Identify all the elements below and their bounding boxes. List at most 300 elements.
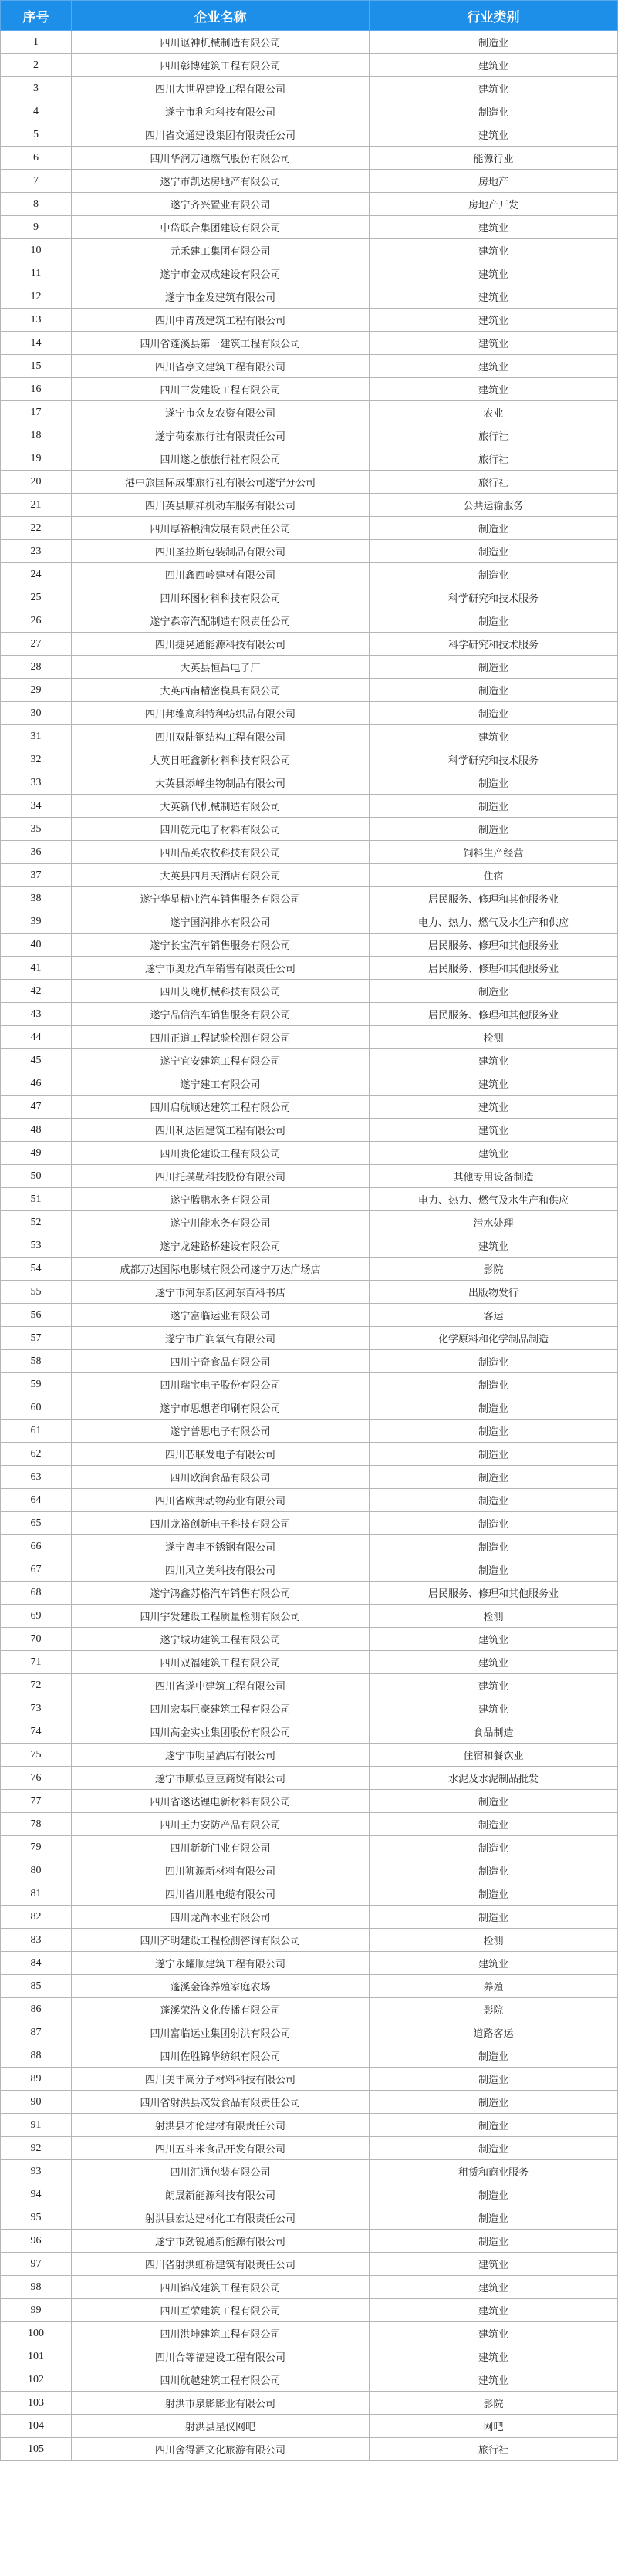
row-number: 81	[1, 1882, 72, 1906]
industry-category: 制造业	[370, 1813, 618, 1836]
industry-category: 电力、热力、燃气及水生产和供应	[370, 1188, 618, 1211]
table-row	[1, 679, 618, 702]
company-name: 四川齐明建设工程检测咨询有限公司	[72, 1929, 370, 1952]
industry-category: 建筑业	[370, 262, 618, 285]
row-number: 52	[1, 1211, 72, 1234]
table-row	[1, 887, 618, 910]
row-number: 18	[1, 424, 72, 447]
row-number: 86	[1, 1998, 72, 2021]
row-number: 49	[1, 1142, 72, 1165]
company-name: 四川托璞勒科技股份有限公司	[72, 1165, 370, 1188]
header-serial-number: 序号	[1, 1, 72, 31]
company-name: 遂宁鸿鑫苏格汽车销售有限公司	[72, 1582, 370, 1605]
table-row	[1, 1396, 618, 1420]
company-name: 四川龙尚木业有限公司	[72, 1906, 370, 1929]
row-number: 71	[1, 1651, 72, 1674]
table-row	[1, 2299, 618, 2322]
industry-category: 制造业	[370, 818, 618, 841]
table-row	[1, 2183, 618, 2206]
company-name: 四川省遂中建筑工程有限公司	[72, 1674, 370, 1697]
company-name: 遂宁长宝汽车销售服务有限公司	[72, 934, 370, 957]
table-row	[1, 262, 618, 285]
company-name: 遂宁市凯达房地产有限公司	[72, 170, 370, 193]
row-number: 55	[1, 1281, 72, 1304]
row-number: 83	[1, 1929, 72, 1952]
row-number: 44	[1, 1026, 72, 1049]
table-row	[1, 563, 618, 586]
company-name: 射洪市泉影影业有限公司	[72, 2392, 370, 2415]
row-number: 39	[1, 910, 72, 934]
industry-category: 农业	[370, 401, 618, 424]
company-name: 射洪县宏达建材化工有限责任公司	[72, 2206, 370, 2230]
industry-category: 污水处理	[370, 1211, 618, 1234]
row-number: 77	[1, 1790, 72, 1813]
row-number: 36	[1, 841, 72, 864]
company-name: 遂宁富临运业有限公司	[72, 1304, 370, 1327]
row-number: 90	[1, 2091, 72, 2114]
company-name: 射洪县才伦建材有限责任公司	[72, 2114, 370, 2137]
table-row	[1, 1535, 618, 1558]
row-number: 15	[1, 355, 72, 378]
table-row	[1, 2068, 618, 2091]
table-row	[1, 656, 618, 679]
company-name: 四川宇发建设工程质量检测有限公司	[72, 1605, 370, 1628]
table-row	[1, 193, 618, 216]
industry-category: 检测	[370, 1929, 618, 1952]
company-name: 遂宁市思想者印刷有限公司	[72, 1396, 370, 1420]
company-name: 四川华润万通燃气股份有限公司	[72, 147, 370, 170]
row-number: 38	[1, 887, 72, 910]
industry-category: 制造业	[370, 656, 618, 679]
header-row	[1, 1, 618, 31]
table-row	[1, 355, 618, 378]
company-name: 遂宁市明星酒店有限公司	[72, 1744, 370, 1767]
header-company-name: 企业名称	[72, 1, 370, 31]
table-row	[1, 818, 618, 841]
company-name: 遂宁市利和科技有限公司	[72, 100, 370, 123]
table-row	[1, 54, 618, 77]
table-row	[1, 864, 618, 887]
industry-category: 能源行业	[370, 147, 618, 170]
row-number: 27	[1, 633, 72, 656]
row-number: 30	[1, 702, 72, 725]
company-name: 遂宁市金双成建设有限公司	[72, 262, 370, 285]
table-row	[1, 424, 618, 447]
industry-category: 制造业	[370, 2183, 618, 2206]
company-name: 四川乾元电子材料有限公司	[72, 818, 370, 841]
company-name: 四川艾瑰机械科技有限公司	[72, 980, 370, 1003]
table-row	[1, 401, 618, 424]
company-name: 四川讴神机械制造有限公司	[72, 31, 370, 54]
company-name: 遂宁市奥龙汽车销售有限责任公司	[72, 957, 370, 980]
industry-category: 建筑业	[370, 239, 618, 262]
row-number: 53	[1, 1234, 72, 1258]
table-row	[1, 309, 618, 332]
table-row	[1, 841, 618, 864]
industry-category: 建筑业	[370, 1674, 618, 1697]
row-number: 80	[1, 1859, 72, 1882]
industry-category: 旅行社	[370, 424, 618, 447]
row-number: 16	[1, 378, 72, 401]
table-row	[1, 1327, 618, 1350]
company-name: 港中旅国际成都旅行社有限公司遂宁分公司	[72, 471, 370, 494]
row-number: 99	[1, 2299, 72, 2322]
industry-category: 出版物发行	[370, 1281, 618, 1304]
company-name: 四川省射洪县茂发食品有限责任公司	[72, 2091, 370, 2114]
industry-category: 制造业	[370, 702, 618, 725]
industry-category: 制造业	[370, 1396, 618, 1420]
table-row	[1, 1258, 618, 1281]
company-name: 遂宁市众友农资有限公司	[72, 401, 370, 424]
table-row	[1, 471, 618, 494]
row-number: 89	[1, 2068, 72, 2091]
company-name: 四川贵伦建设工程有限公司	[72, 1142, 370, 1165]
table-row	[1, 1651, 618, 1674]
table-row	[1, 1489, 618, 1512]
table-row	[1, 540, 618, 563]
industry-category: 制造业	[370, 2044, 618, 2068]
table-row	[1, 1952, 618, 1975]
table-row	[1, 2345, 618, 2368]
table-row	[1, 1211, 618, 1234]
industry-category: 制造业	[370, 100, 618, 123]
table-row	[1, 123, 618, 147]
table-row	[1, 1697, 618, 1720]
table-row	[1, 2230, 618, 2253]
industry-category: 客运	[370, 1304, 618, 1327]
industry-category: 制造业	[370, 795, 618, 818]
row-number: 11	[1, 262, 72, 285]
company-name: 四川品英农牧科技有限公司	[72, 841, 370, 864]
row-number: 45	[1, 1049, 72, 1072]
row-number: 1	[1, 31, 72, 54]
industry-category: 制造业	[370, 2114, 618, 2137]
industry-category: 居民服务、修理和其他服务业	[370, 1582, 618, 1605]
company-name: 遂宁市广润氧气有限公司	[72, 1327, 370, 1350]
row-number: 37	[1, 864, 72, 887]
table-row	[1, 2415, 618, 2438]
industry-category: 检测	[370, 1026, 618, 1049]
industry-category: 住宿和餐饮业	[370, 1744, 618, 1767]
industry-category: 科学研究和技术服务	[370, 748, 618, 771]
industry-category: 制造业	[370, 1882, 618, 1906]
row-number: 66	[1, 1535, 72, 1558]
row-number: 74	[1, 1720, 72, 1744]
table-row	[1, 1026, 618, 1049]
row-number: 84	[1, 1952, 72, 1975]
row-number: 2	[1, 54, 72, 77]
company-name: 遂宁建工有限公司	[72, 1072, 370, 1096]
company-name: 遂宁华星精业汽车销售服务有限公司	[72, 887, 370, 910]
industry-category: 制造业	[370, 1790, 618, 1813]
row-number: 47	[1, 1096, 72, 1119]
table-row	[1, 1998, 618, 2021]
company-name: 遂宁市劲锐通新能源有限公司	[72, 2230, 370, 2253]
table-row	[1, 2206, 618, 2230]
company-name: 四川环图材料科技有限公司	[72, 586, 370, 609]
row-number: 17	[1, 401, 72, 424]
table-row	[1, 1072, 618, 1096]
row-number: 91	[1, 2114, 72, 2137]
company-name: 遂宁市顺弘豆豆商贸有限公司	[72, 1767, 370, 1790]
table-row	[1, 332, 618, 355]
industry-category: 电力、热力、燃气及水生产和供应	[370, 910, 618, 934]
row-number: 85	[1, 1975, 72, 1998]
company-name: 成都万达国际电影城有限公司遂宁万达广场店	[72, 1258, 370, 1281]
table-row	[1, 1281, 618, 1304]
row-number: 62	[1, 1443, 72, 1466]
table-row	[1, 2137, 618, 2160]
row-number: 20	[1, 471, 72, 494]
company-name: 四川大世界建设工程有限公司	[72, 77, 370, 100]
row-number: 73	[1, 1697, 72, 1720]
row-number: 96	[1, 2230, 72, 2253]
row-number: 93	[1, 2160, 72, 2183]
table-row	[1, 1813, 618, 1836]
company-name: 遂宁城功建筑工程有限公司	[72, 1628, 370, 1651]
table-row	[1, 2091, 618, 2114]
industry-category: 建筑业	[370, 2345, 618, 2368]
company-name: 四川龙裕创新电子科技有限公司	[72, 1512, 370, 1535]
row-number: 105	[1, 2438, 72, 2461]
company-name: 四川互荣建筑工程有限公司	[72, 2299, 370, 2322]
industry-category: 制造业	[370, 1535, 618, 1558]
row-number: 54	[1, 1258, 72, 1281]
industry-category: 影院	[370, 2392, 618, 2415]
industry-category: 建筑业	[370, 1952, 618, 1975]
row-number: 72	[1, 1674, 72, 1697]
industry-category: 制造业	[370, 1443, 618, 1466]
row-number: 78	[1, 1813, 72, 1836]
row-number: 23	[1, 540, 72, 563]
industry-category: 影院	[370, 1258, 618, 1281]
industry-category: 制造业	[370, 1489, 618, 1512]
table-row	[1, 1744, 618, 1767]
company-name: 射洪县星仪网吧	[72, 2415, 370, 2438]
row-number: 79	[1, 1836, 72, 1859]
company-name: 遂宁市金发建筑有限公司	[72, 285, 370, 309]
row-number: 8	[1, 193, 72, 216]
table-row	[1, 170, 618, 193]
table-row	[1, 771, 618, 795]
industry-category: 制造业	[370, 980, 618, 1003]
industry-category: 建筑业	[370, 216, 618, 239]
row-number: 104	[1, 2415, 72, 2438]
company-name: 四川邦维高科特种纺织品有限公司	[72, 702, 370, 725]
row-number: 56	[1, 1304, 72, 1327]
table-row	[1, 2276, 618, 2299]
company-name: 蓬溪金锋养殖家庭农场	[72, 1975, 370, 1998]
company-name: 遂宁齐兴置业有限公司	[72, 193, 370, 216]
company-name: 大英县恒昌电子厂	[72, 656, 370, 679]
table-row	[1, 934, 618, 957]
row-number: 26	[1, 609, 72, 633]
industry-category: 建筑业	[370, 2276, 618, 2299]
row-number: 19	[1, 447, 72, 471]
table-row	[1, 910, 618, 934]
company-name: 大英县添峰生物制品有限公司	[72, 771, 370, 795]
industry-category: 居民服务、修理和其他服务业	[370, 887, 618, 910]
row-number: 3	[1, 77, 72, 100]
company-name: 遂宁市河东新区河东百科书店	[72, 1281, 370, 1304]
table-row	[1, 725, 618, 748]
company-name: 四川瑞宝电子股份有限公司	[72, 1373, 370, 1396]
company-name: 四川芯联发电子有限公司	[72, 1443, 370, 1466]
industry-category: 制造业	[370, 2206, 618, 2230]
industry-category: 建筑业	[370, 285, 618, 309]
row-number: 43	[1, 1003, 72, 1026]
company-name: 四川省遂达锂电新材料有限公司	[72, 1790, 370, 1813]
industry-category: 检测	[370, 1605, 618, 1628]
row-number: 42	[1, 980, 72, 1003]
table-row	[1, 1466, 618, 1489]
company-name: 四川五斗米食品开发有限公司	[72, 2137, 370, 2160]
row-number: 97	[1, 2253, 72, 2276]
industry-category: 居民服务、修理和其他服务业	[370, 934, 618, 957]
company-name: 大英新代机械制造有限公司	[72, 795, 370, 818]
industry-category: 公共运输服务	[370, 494, 618, 517]
table-row	[1, 2114, 618, 2137]
industry-category: 制造业	[370, 771, 618, 795]
row-number: 69	[1, 1605, 72, 1628]
company-name: 中岱联合集团建设有限公司	[72, 216, 370, 239]
company-name: 遂宁腾鹏水务有限公司	[72, 1188, 370, 1211]
industry-category: 食品制造	[370, 1720, 618, 1744]
industry-category: 制造业	[370, 2068, 618, 2091]
industry-category: 旅行社	[370, 2438, 618, 2461]
row-number: 51	[1, 1188, 72, 1211]
table-row	[1, 1142, 618, 1165]
industry-category: 房地产	[370, 170, 618, 193]
row-number: 13	[1, 309, 72, 332]
industry-category: 制造业	[370, 2137, 618, 2160]
table-row	[1, 1304, 618, 1327]
table-row	[1, 1350, 618, 1373]
company-name: 大英县四月天酒店有限公司	[72, 864, 370, 887]
industry-category: 建筑业	[370, 309, 618, 332]
company-name: 四川中青茂建筑工程有限公司	[72, 309, 370, 332]
table-row	[1, 2044, 618, 2068]
table-row	[1, 1373, 618, 1396]
industry-category: 建筑业	[370, 1234, 618, 1258]
row-number: 70	[1, 1628, 72, 1651]
row-number: 87	[1, 2021, 72, 2044]
industry-category: 其他专用设备制造	[370, 1165, 618, 1188]
row-number: 94	[1, 2183, 72, 2206]
table-row	[1, 147, 618, 170]
company-name: 四川合等福建设工程有限公司	[72, 2345, 370, 2368]
row-number: 34	[1, 795, 72, 818]
row-number: 65	[1, 1512, 72, 1535]
company-name: 四川遂之旅旅行社有限公司	[72, 447, 370, 471]
company-name: 四川舍得酒文化旅游有限公司	[72, 2438, 370, 2461]
row-number: 33	[1, 771, 72, 795]
table-row	[1, 1119, 618, 1142]
company-name: 四川三发建设工程有限公司	[72, 378, 370, 401]
table-row	[1, 2160, 618, 2183]
industry-category: 建筑业	[370, 1119, 618, 1142]
table-row	[1, 1558, 618, 1582]
row-number: 59	[1, 1373, 72, 1396]
row-number: 68	[1, 1582, 72, 1605]
industry-category: 制造业	[370, 2230, 618, 2253]
table-row	[1, 31, 618, 54]
table-row	[1, 1720, 618, 1744]
table-row	[1, 609, 618, 633]
table-row	[1, 795, 618, 818]
table-row	[1, 77, 618, 100]
industry-category: 建筑业	[370, 77, 618, 100]
company-name: 四川双福建筑工程有限公司	[72, 1651, 370, 1674]
row-number: 82	[1, 1906, 72, 1929]
row-number: 12	[1, 285, 72, 309]
table-row	[1, 1049, 618, 1072]
company-name: 四川美丰高分子材料科技有限公司	[72, 2068, 370, 2091]
company-name: 蓬溪荣浩文化传播有限公司	[72, 1998, 370, 2021]
company-name: 朗晟新能源科技有限公司	[72, 2183, 370, 2206]
industry-category: 建筑业	[370, 1049, 618, 1072]
industry-category: 制造业	[370, 1558, 618, 1582]
table-row	[1, 2322, 618, 2345]
row-number: 48	[1, 1119, 72, 1142]
row-number: 75	[1, 1744, 72, 1767]
table-row	[1, 1767, 618, 1790]
company-name: 四川高金实业集团股份有限公司	[72, 1720, 370, 1744]
table-row	[1, 1628, 618, 1651]
company-name: 四川新新门业有限公司	[72, 1836, 370, 1859]
row-number: 57	[1, 1327, 72, 1350]
row-number: 92	[1, 2137, 72, 2160]
company-name: 遂宁龙建路桥建设有限公司	[72, 1234, 370, 1258]
industry-category: 建筑业	[370, 725, 618, 748]
industry-category: 建筑业	[370, 2253, 618, 2276]
company-name: 大英日旺鑫新材料科技有限公司	[72, 748, 370, 771]
company-name: 四川狮源新材料有限公司	[72, 1859, 370, 1882]
industry-category: 旅行社	[370, 447, 618, 471]
table-row	[1, 980, 618, 1003]
company-name: 四川彰博建筑工程有限公司	[72, 54, 370, 77]
industry-category: 建筑业	[370, 1072, 618, 1096]
industry-category: 建筑业	[370, 332, 618, 355]
company-name: 四川省川胜电缆有限公司	[72, 1882, 370, 1906]
company-name: 四川省蓬溪县第一建筑工程有限公司	[72, 332, 370, 355]
company-name: 四川启航顺达建筑工程有限公司	[72, 1096, 370, 1119]
table-row	[1, 702, 618, 725]
row-number: 61	[1, 1420, 72, 1443]
row-number: 4	[1, 100, 72, 123]
table-row	[1, 1165, 618, 1188]
company-name: 四川锦茂建筑工程有限公司	[72, 2276, 370, 2299]
table-row	[1, 1859, 618, 1882]
table-row	[1, 1512, 618, 1535]
industry-category: 科学研究和技术服务	[370, 586, 618, 609]
table-row	[1, 1188, 618, 1211]
table-row	[1, 1882, 618, 1906]
row-number: 46	[1, 1072, 72, 1096]
table-row	[1, 586, 618, 609]
row-number: 32	[1, 748, 72, 771]
table-row	[1, 1096, 618, 1119]
industry-category: 制造业	[370, 1859, 618, 1882]
company-name: 元禾建工集团有限公司	[72, 239, 370, 262]
table-row	[1, 100, 618, 123]
table-header	[1, 1, 618, 31]
table-row	[1, 1790, 618, 1813]
row-number: 100	[1, 2322, 72, 2345]
industry-category: 租赁和商业服务	[370, 2160, 618, 2183]
company-name: 四川汇通包装有限公司	[72, 2160, 370, 2183]
table-row	[1, 1906, 618, 1929]
